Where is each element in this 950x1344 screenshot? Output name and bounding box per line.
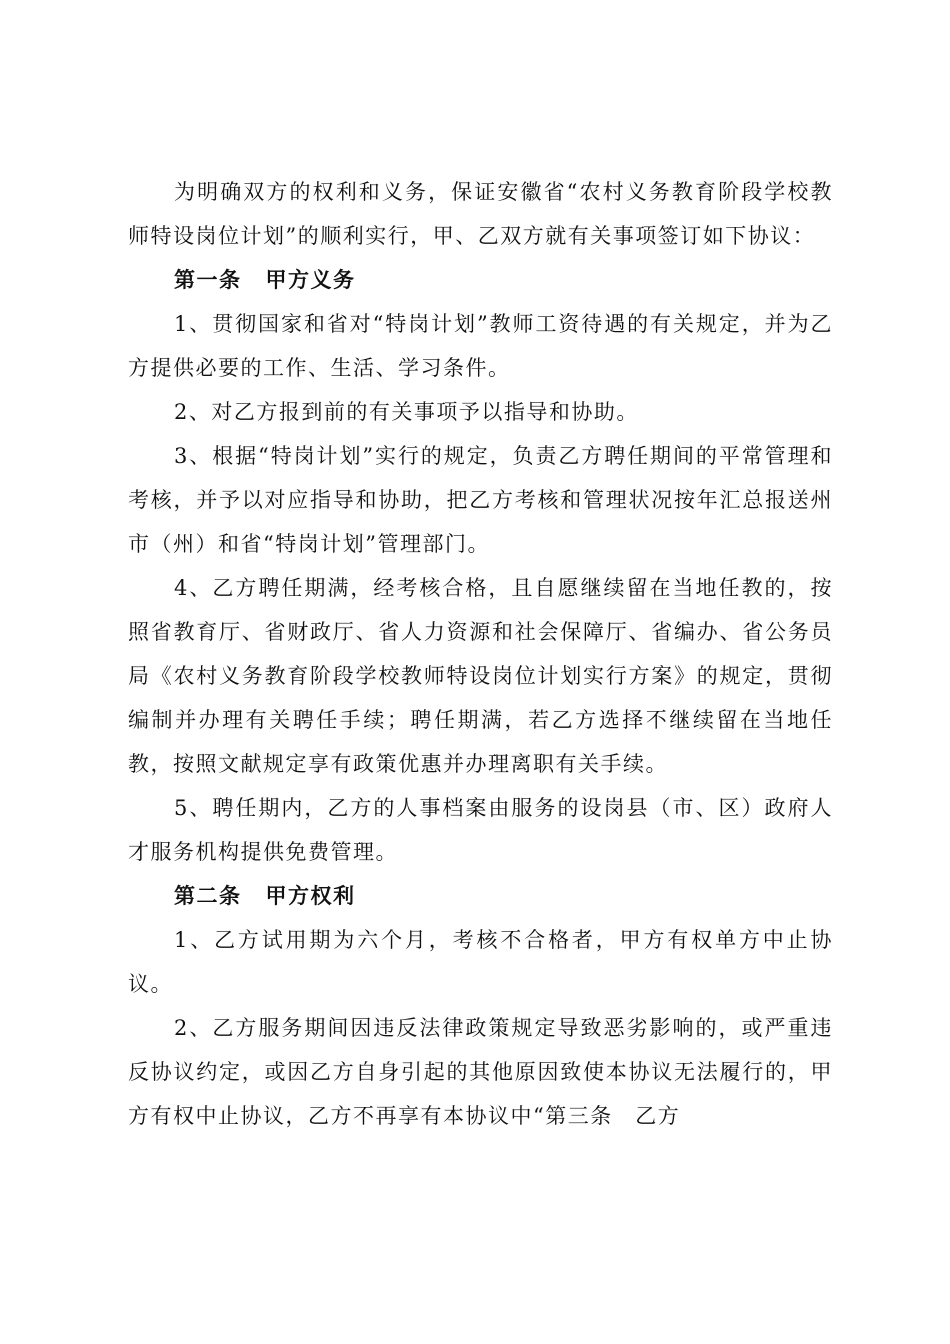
article-2-item-2: 2、乙方服务期间因违反法律政策规定导致恶劣影响的，或严重违反协议约定，或因乙方自身引起的其他原因致使本协议无法履行的，甲方有权中止协议，乙方不再享有本协议中“第三条 乙方	[128, 1016, 833, 1128]
document-body	[128, 170, 833, 1138]
article-1-number: 第一条	[174, 267, 242, 292]
article-2-title: 甲方权利	[265, 883, 356, 908]
intro-paragraph: 为明确双方的权利和义务，保证安徽省“农村义务教育阶段学校教师特设岗位计划”的顺利实行，甲、乙双方就有关事项签订如下协议：	[128, 180, 833, 248]
article-1-heading	[128, 258, 833, 302]
article-1-title: 甲方义务	[265, 267, 356, 292]
article-1-item-2: 2、对乙方报到前的有关事项予以指导和协助。	[174, 400, 639, 424]
article-2-heading	[128, 874, 833, 918]
article-1-item-4: 4、乙方聘任期满，经考核合格，且自愿继续留在当地任教的，按照省教育厅、省财政厅、省人力资源和社会保障厅、省编办、省公务员局《农村义务教育阶段学校教师特设岗位计划实行方案》的规定，贯彻编制并办理有关聘任手续；聘任期满，若乙方选择不继续留在当地任教，按照文献规定享有政策优惠并办理离职有关手续。	[128, 576, 833, 776]
article-1-item-3: 3、根据“特岗计划”实行的规定，负责乙方聘任期间的平常管理和考核，并予以对应指导和协助，把乙方考核和管理状况按年汇总报送州市（州）和省“特岗计划”管理部门。	[128, 444, 833, 556]
article-1-item-5: 5、聘任期内，乙方的人事档案由服务的设岗县（市、区）政府人才服务机构提供免费管理。	[128, 796, 833, 864]
article-1-item-1: 1、贯彻国家和省对“特岗计划”教师工资待遇的有关规定，并为乙方提供必要的工作、生活、学习条件。	[128, 312, 833, 380]
article-2-number: 第二条	[174, 883, 242, 908]
article-2-item-1: 1、乙方试用期为六个月，考核不合格者，甲方有权单方中止协议。	[128, 928, 833, 996]
